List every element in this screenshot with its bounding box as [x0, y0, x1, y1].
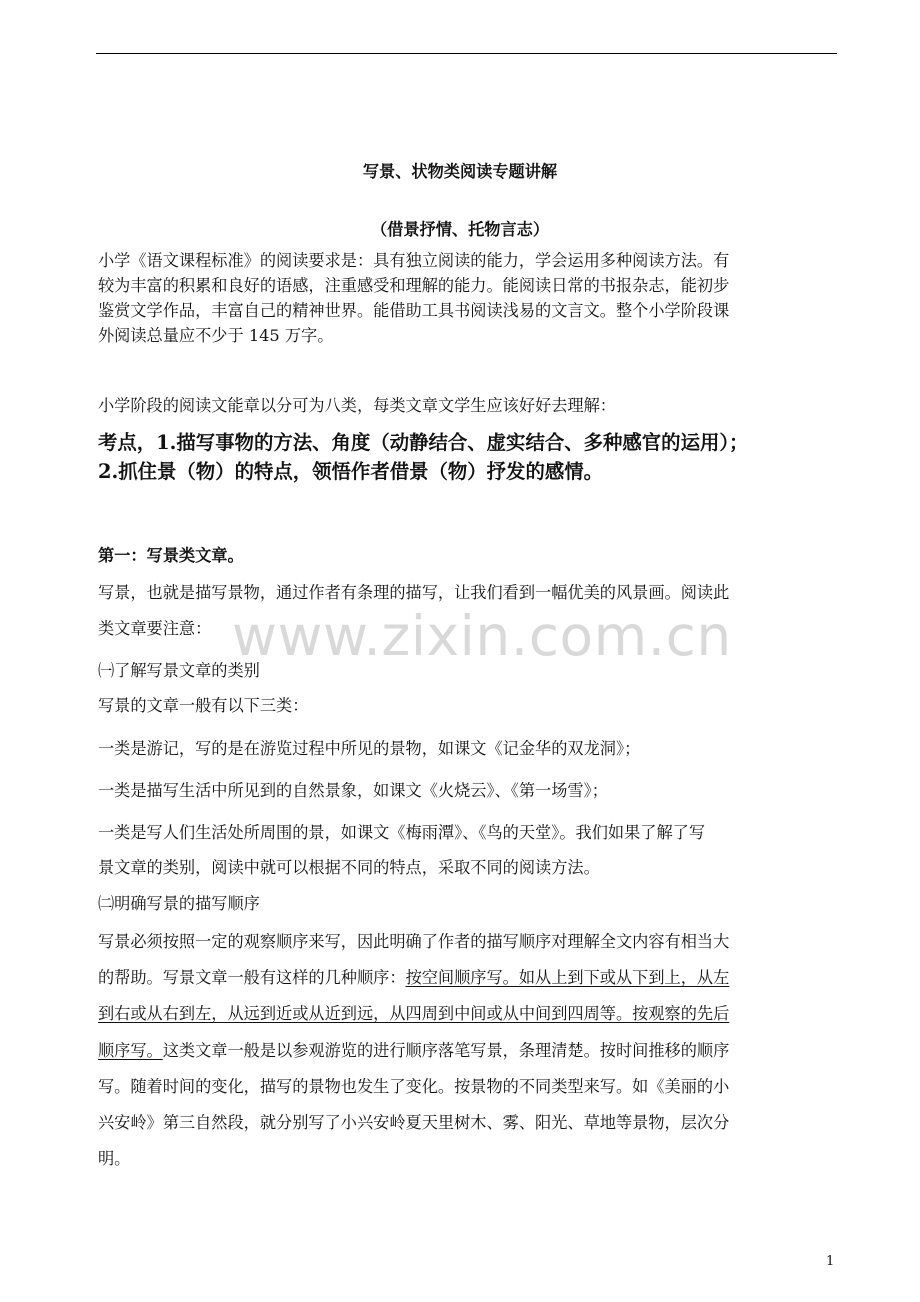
- intro-line-2: 较为丰富的积累和良好的语感，注重感受和理解的能力。能阅读日常的书报杂志，能初步: [98, 276, 730, 295]
- page-number: 1: [826, 1254, 835, 1269]
- point-1-lead: 写景的文章一般有以下三类：: [98, 696, 309, 715]
- point-2-line-5: 写。随着时间的变化，描写的景物也发生了变化。按景物的不同类型来写。如《美丽的小: [98, 1077, 730, 1096]
- point-2-line-6: 兴安岭》第三自然段，就分别写了小兴安岭夏天里树木、雾、阳光、草地等景物，层次分: [98, 1113, 730, 1132]
- key-point-1: 考点，1.描写事物的方法、角度（动静结合、虚实结合、多种感官的运用）；: [98, 431, 749, 454]
- categories-intro: 小学阶段的阅读文能章以分可为八类，每类文章文学生应该好好去理解：: [98, 396, 616, 415]
- article-type-1: 一类是游记，写的是在游览过程中所见的景物，如课文《记金华的双龙洞》；: [98, 739, 641, 758]
- point-1-heading: ㈠了解写景文章的类别: [98, 661, 260, 680]
- observation-order-underlined: 顺序写。: [98, 1041, 163, 1060]
- point-2-line-7: 明。: [98, 1149, 131, 1168]
- watermark: www.zixin.com.cn: [232, 604, 732, 668]
- spatial-order-underlined: 按空间顺序写。如从上到下或从下到上，从左: [405, 968, 730, 987]
- point-2-heading: ㈡明确写景的描写顺序: [98, 894, 260, 913]
- intro-line-1: 小学《语文课程标准》的阅读要求是：具有独立阅读的能力，学会运用多种阅读方法。有: [98, 251, 730, 270]
- article-type-3-line-2: 景文章的类别，阅读中就可以根据不同的特点，采取不同的阅读方法。: [98, 858, 600, 877]
- point-2-line-4-plain: 这类文章一般是以参观游览的进行顺序落笔写景，条理清楚。按时间推移的顺序: [162, 1041, 730, 1060]
- section-1-intro-line-2: 类文章要注意：: [98, 619, 212, 638]
- spatial-order-underlined-continued: 到右或从右到左，从远到近或从近到远，从四周到中间或从中间到四周等。按观察的先后: [98, 1004, 730, 1023]
- intro-line-3: 鉴赏文学作品，丰富自己的精神世界。能借助工具书阅读浅易的文言文。整个小学阶段课: [98, 301, 730, 320]
- intro-line-4: 外阅读总量应不少于 145 万字。: [98, 326, 334, 345]
- document-title: 写景、状物类阅读专题讲解: [362, 162, 558, 181]
- document-subtitle: （借景抒情、托物言志）: [370, 220, 550, 239]
- section-1-intro-line-1: 写景，也就是描写景物，通过作者有条理的描写，让我们看到一幅优美的风景画。阅读此: [98, 583, 730, 602]
- point-2-line-4: [98, 1039, 824, 1063]
- header-rule: [96, 53, 837, 54]
- section-1-heading: 第一：写景类文章。: [98, 546, 244, 565]
- point-2-line-2: [98, 966, 824, 990]
- point-2-line-3: [98, 1002, 824, 1026]
- point-2-line-2-plain: 的帮助。写景文章一般有这样的几种顺序：: [98, 968, 406, 987]
- point-2-line-1: 写景必须按照一定的观察顺序来写，因此明确了作者的描写顺序对理解全文内容有相当大: [98, 932, 730, 951]
- article-type-3-line-1: 一类是写人们生活处所周围的景，如课文《梅雨潭》、《鸟的天堂》。我们如果了解了写: [98, 823, 706, 842]
- key-point-2: 2.抓住景（物）的特点，领悟作者借景（物）抒发的感情。: [98, 460, 604, 483]
- article-type-2: 一类是描写生活中所见到的自然景象，如课文《火烧云》、《第一场雪》；: [98, 781, 608, 800]
